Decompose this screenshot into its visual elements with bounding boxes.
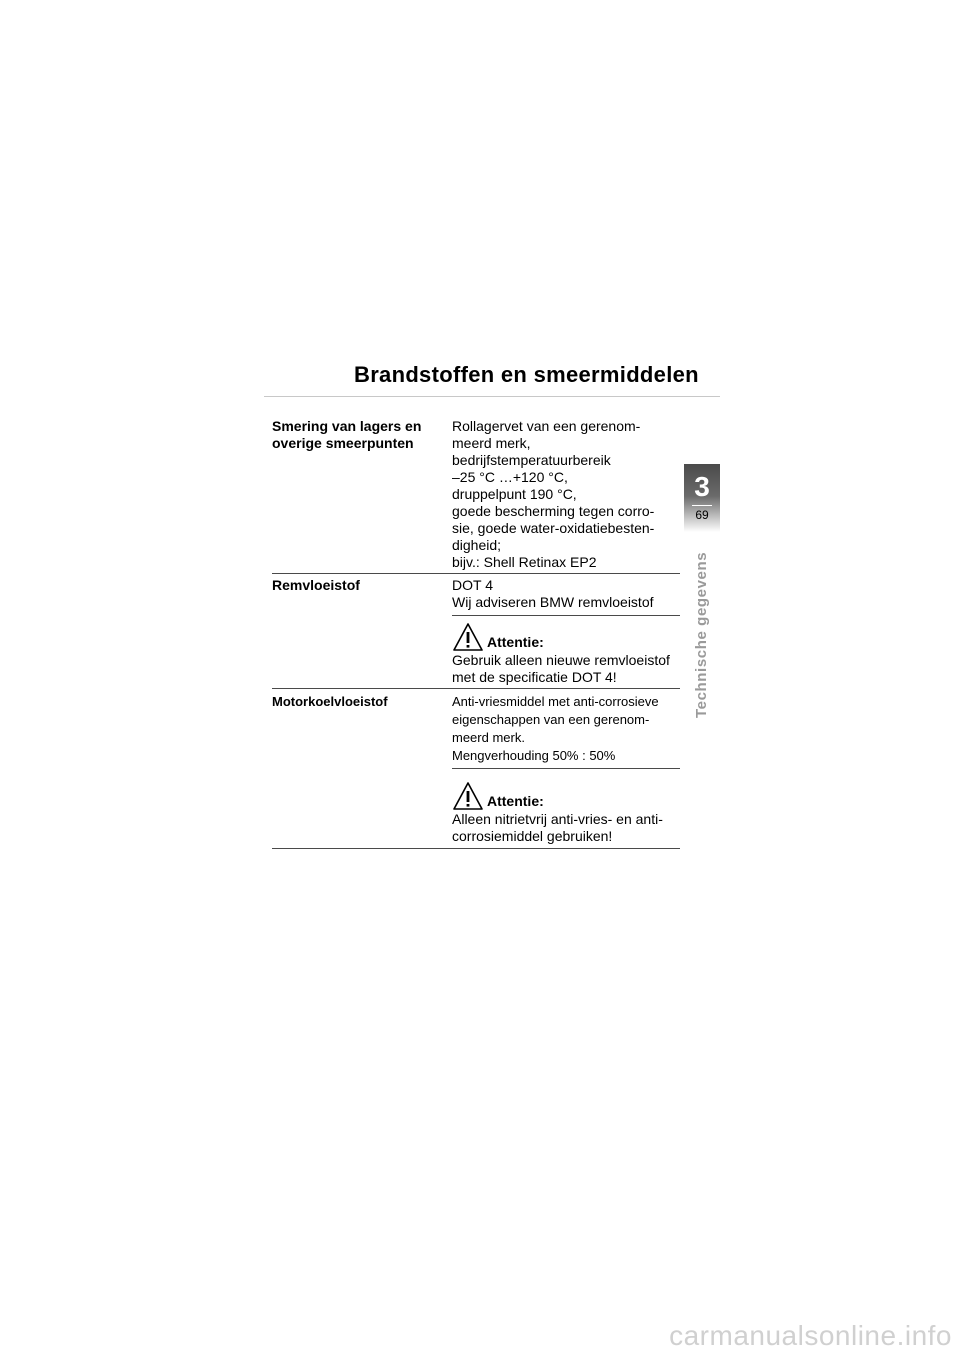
row-label-line: Smering van lagers en bbox=[272, 418, 422, 434]
warning-coolant bbox=[452, 779, 680, 845]
row-divider bbox=[272, 848, 680, 849]
warning-triangle-icon bbox=[452, 622, 484, 652]
chapter-tab bbox=[684, 464, 720, 532]
spec-table bbox=[272, 418, 680, 849]
warning-triangle-icon bbox=[452, 781, 484, 811]
row-label-bearings bbox=[272, 418, 452, 571]
row-value-line: Mengverhouding 50% : 50% bbox=[452, 748, 616, 763]
warning-divider bbox=[452, 768, 680, 769]
chapter-number: 3 bbox=[694, 471, 710, 502]
title-divider bbox=[264, 396, 720, 397]
section-label-vertical bbox=[694, 548, 710, 718]
row-value-bearings bbox=[452, 418, 680, 571]
row-divider bbox=[272, 573, 680, 574]
row-value-line: DOT 4 bbox=[452, 577, 493, 593]
row-value-brake-fluid bbox=[452, 577, 680, 611]
warning-text-line: met de specificatie DOT 4! bbox=[452, 669, 617, 685]
spec-row-brake-fluid bbox=[272, 577, 680, 611]
footer-watermark: carmanualsonline.info bbox=[669, 1320, 952, 1351]
row-value-line: druppelpunt 190 °C, bbox=[452, 486, 577, 502]
warning-brake-fluid bbox=[452, 620, 680, 686]
row-value-line: bijv.: Shell Retinax EP2 bbox=[452, 554, 597, 570]
row-value-line: meerd merk, bbox=[452, 435, 531, 451]
row-value-line: eigenschappen van een gerenom- bbox=[452, 712, 650, 727]
row-value-line: digheid; bbox=[452, 537, 502, 553]
section-label: Technische gegevens bbox=[693, 551, 710, 718]
row-value-line: Rollagervet van een gerenom- bbox=[452, 418, 641, 434]
warning-label: Attentie: bbox=[487, 634, 544, 650]
row-value-coolant bbox=[452, 693, 680, 765]
row-value-line: bedrijfstemperatuurbereik bbox=[452, 452, 611, 468]
chapter-divider bbox=[692, 505, 712, 506]
spec-row-coolant bbox=[272, 693, 680, 765]
row-value-line: goede bescherming tegen corro- bbox=[452, 503, 655, 519]
row-value-line: meerd merk. bbox=[452, 730, 525, 745]
warning-head bbox=[452, 620, 680, 652]
row-value-line: Anti-vriesmiddel met anti-corrosieve bbox=[452, 694, 659, 709]
warning-head bbox=[452, 779, 680, 811]
warning-text-line: corrosiemiddel gebruiken! bbox=[452, 828, 613, 844]
warning-text-line: Alleen nitrietvrij anti-vries- en anti- bbox=[452, 811, 663, 827]
page-number: 69 bbox=[695, 508, 709, 522]
warning-divider bbox=[452, 615, 680, 616]
spec-row-bearings bbox=[272, 418, 680, 571]
row-value-line: sie, goede water-oxidatiebesten- bbox=[452, 520, 655, 536]
warning-label: Attentie: bbox=[487, 793, 544, 809]
row-label-brake-fluid: Remvloeistof bbox=[272, 577, 360, 593]
row-value-line: –25 °C …+120 °C, bbox=[452, 469, 568, 485]
warning-text-line: Gebruik alleen nieuwe remvloeistof bbox=[452, 652, 670, 668]
row-divider bbox=[272, 688, 680, 689]
row-label-line: overige smeerpunten bbox=[272, 435, 414, 451]
row-value-line: Wij adviseren BMW remvloeistof bbox=[452, 594, 654, 610]
page-title: Brandstoffen en smeermiddelen bbox=[354, 362, 699, 387]
row-label-coolant: Motorkoelvloeistof bbox=[272, 694, 388, 709]
